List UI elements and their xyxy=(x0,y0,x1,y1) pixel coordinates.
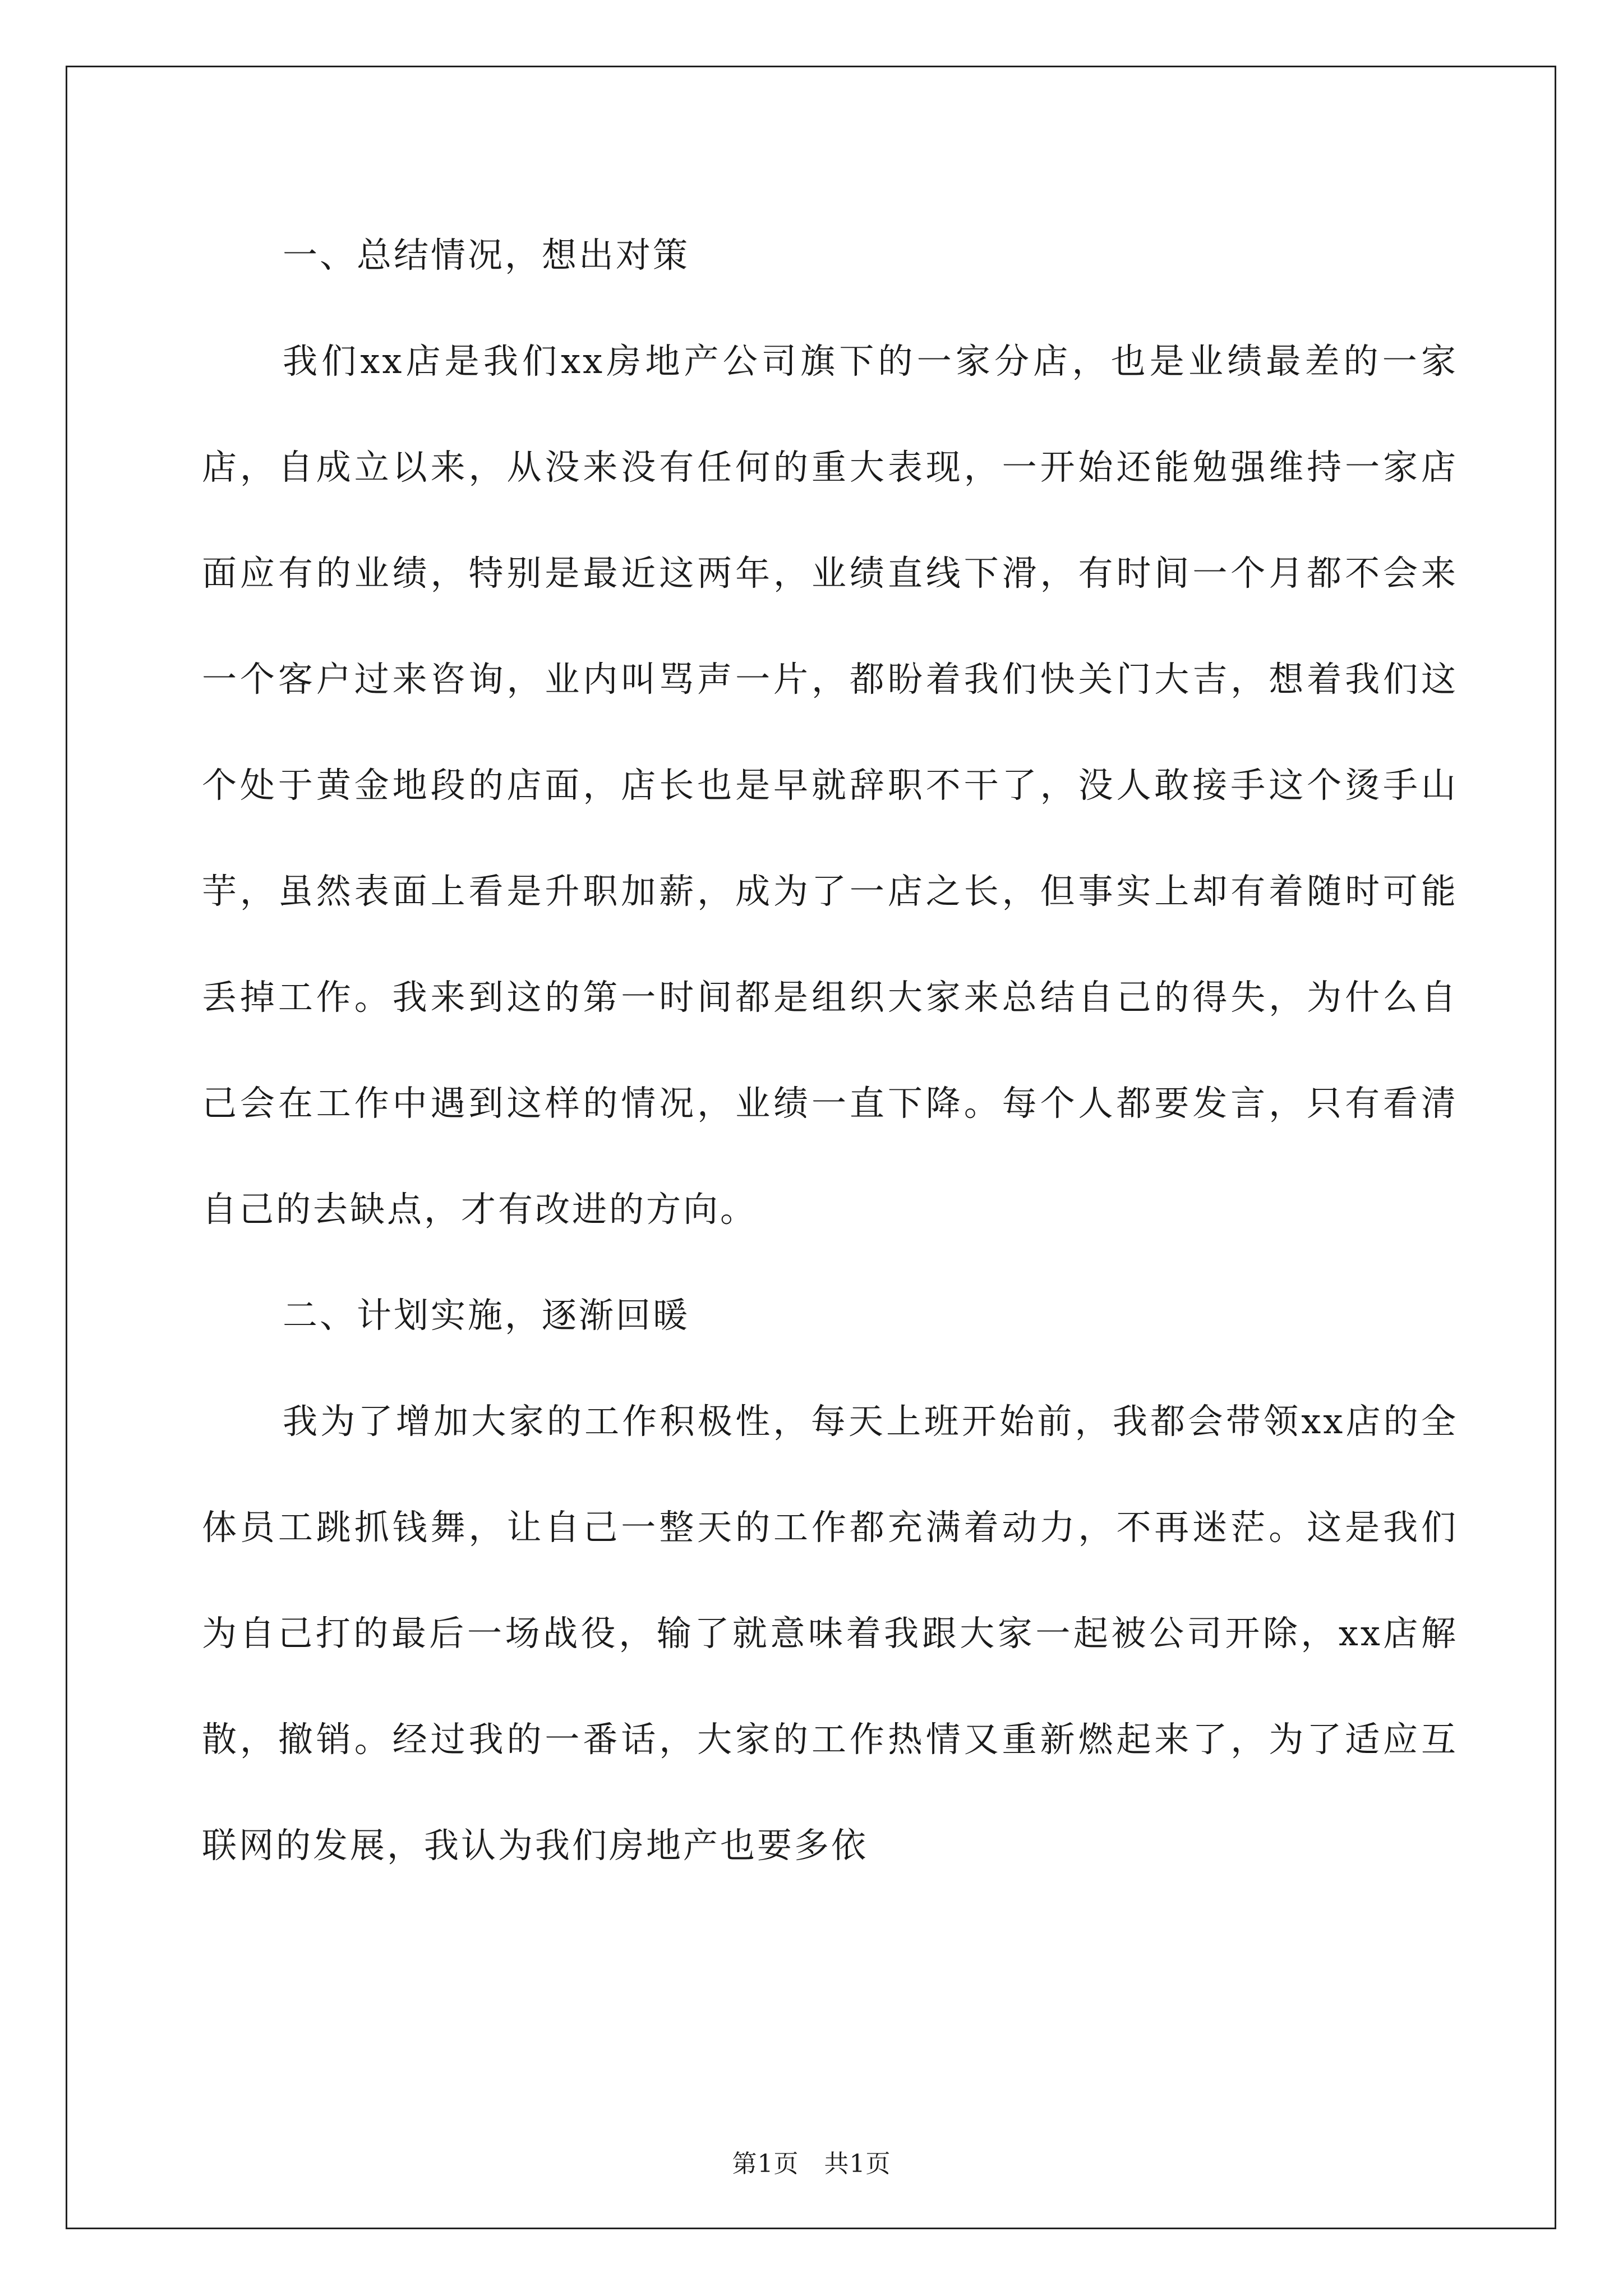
section-heading-2: 二、计划实施，逐渐回暖 xyxy=(283,1295,690,1336)
document-body xyxy=(202,202,1458,1898)
section-heading-1: 一、总结情况，想出对策 xyxy=(283,234,690,275)
paragraph-1: 我们xx店是我们xx房地产公司旗下的一家分店，也是业绩最差的一家店，自成立以来，从没来没有任何的重大表现，一开始还能勉强维持一家店面应有的业绩，特别是最近这两年，业绩直线下滑，有时间一个月都不会来一个客户过来咨询，业内叫骂声一片，都盼着我们快关门大吉，想着我们这个处于黄金地段的店面，店长也是早就辞职不干了，没人敢接手这个烫手山芋，虽然表面上看是升职加薪，成为了一店之长，但事实上却有着随时可能丢掉工作。我来到这的第一时间都是组织大家来总结自己的得失，为什么自己会在工作中遇到这样的情况，业绩一直下降。每个人都要发言，只有看清自己的去缺点，才有改进的方向。 xyxy=(202,341,1458,1230)
page-footer: 第1页 共1页 xyxy=(732,2150,891,2178)
paragraph-2: 我为了增加大家的工作积极性，每天上班开始前，我都会带领xx店的全体员工跳抓钱舞，让自己一整天的工作都充满着动力，不再迷茫。这是我们为自己打的最后一场战役，输了就意味着我跟大家一起被公司开除，xx店解散，撤销。经过我的一番话，大家的工作热情又重新燃起来了，为了适应互联网的发展，我认为我们房地产也要多依 xyxy=(202,1401,1458,1866)
